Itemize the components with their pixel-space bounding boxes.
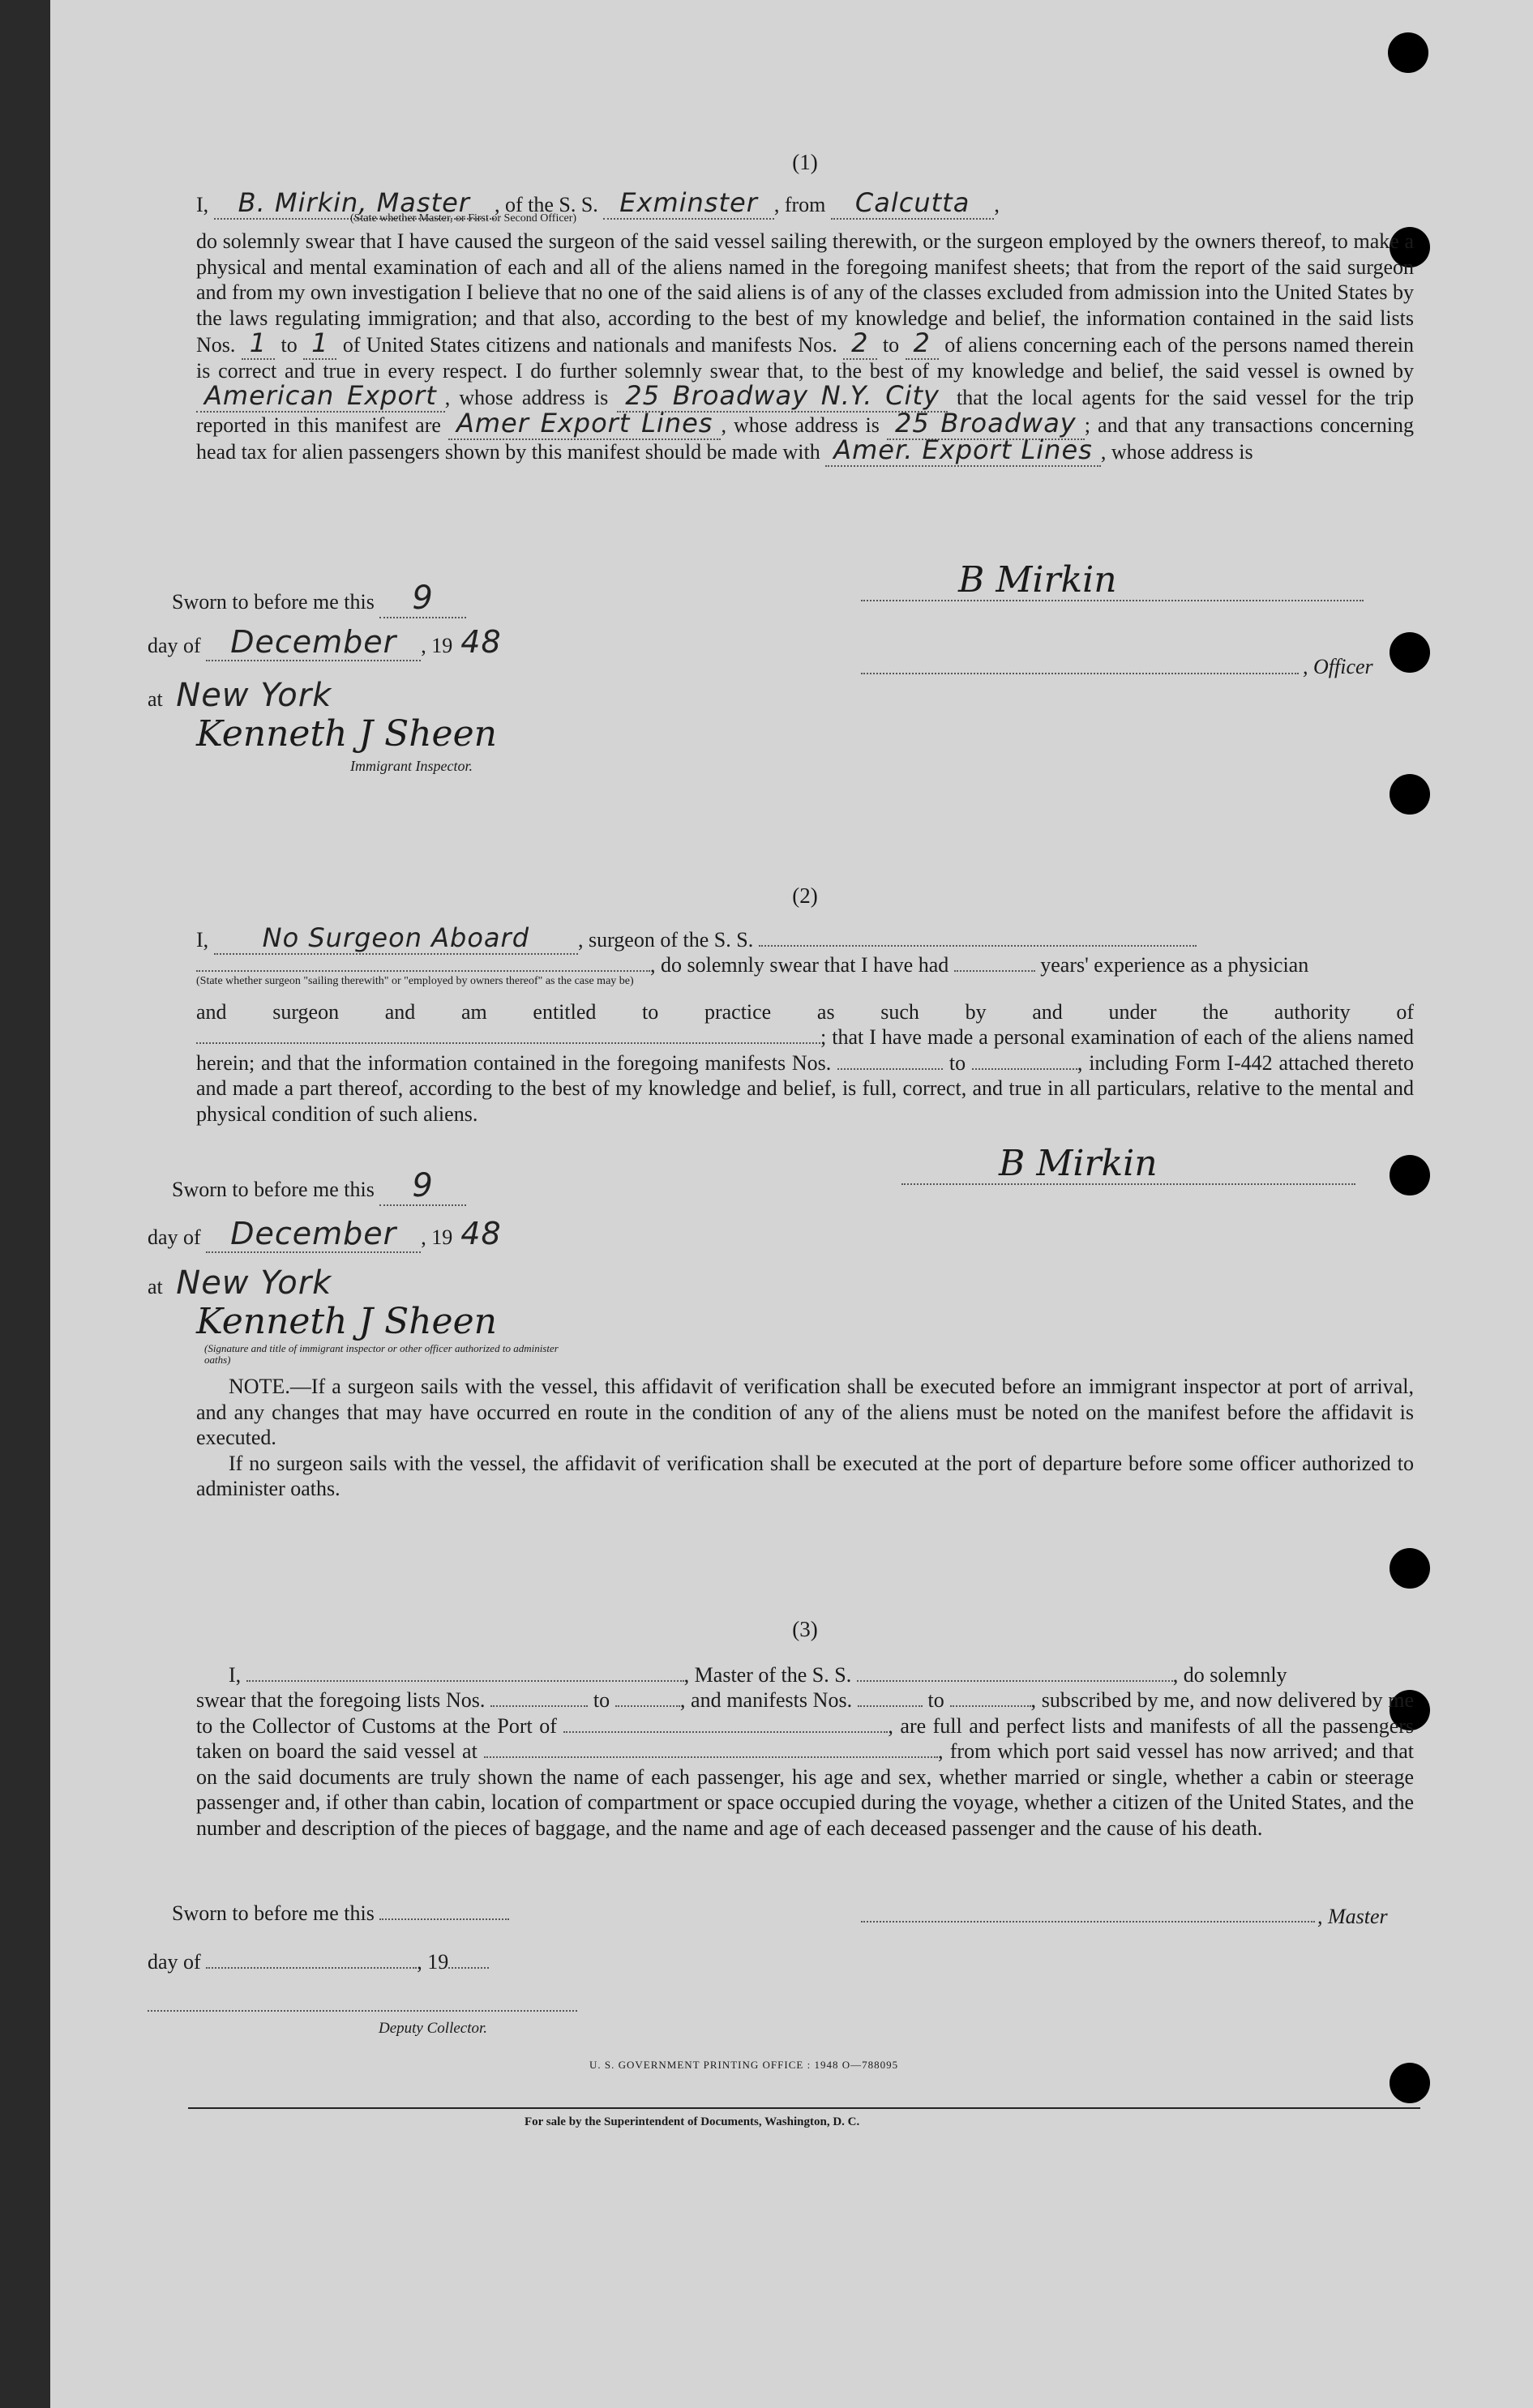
section-2-number: (2): [792, 883, 818, 908]
body-text-3: manifests of all the passengers taken on board the said vessel at: [196, 1713, 1415, 1763]
signature-line-2: [901, 1183, 1355, 1185]
master-signature-line-3: [861, 1921, 1315, 1923]
body-text-6: ; and that any transactions concerning head tax for alien passengers shown by this manifest should be made with: [196, 413, 1415, 464]
master-of-label: , Master of the S. S.: [683, 1662, 852, 1687]
year-prefix-label: , 19: [421, 1225, 453, 1249]
body-text-2: delivered by me to the Collector of Customs at the Port of: [196, 1688, 1415, 1738]
sworn-label: Sworn to before me this: [172, 590, 375, 614]
subscribed-label: , subscribed by me, and now: [1030, 1688, 1273, 1712]
at-label: at: [148, 687, 163, 711]
sworn-month-field-3[interactable]: [206, 1949, 417, 1969]
sale-imprint: For sale by the Superintendent of Documents, Washington, D. C.: [525, 2115, 860, 2128]
swear-label: , do solemnly swear that I have had: [650, 953, 949, 977]
section-2-body: [196, 999, 1414, 1127]
note-paragraph-1: [196, 1374, 1414, 1451]
sworn-date-line-1: [148, 624, 510, 660]
sworn-month-field-2[interactable]: December: [206, 1216, 421, 1253]
body-text-1: swear that the foregoing lists Nos.: [196, 1688, 486, 1712]
body-text-5: whose address is: [734, 413, 880, 437]
whose-address-label: , whose address is: [444, 386, 609, 409]
to-label: to: [948, 1050, 966, 1075]
sworn-label: Sworn to before me this: [172, 1178, 375, 1201]
i-label: I,: [196, 192, 209, 216]
lists-to-field[interactable]: 1: [303, 327, 336, 360]
punch-hole-8: [1390, 2063, 1430, 2103]
section-1: [196, 150, 1414, 465]
master-name-field[interactable]: B. Mirkin, Master: [214, 187, 495, 220]
punch-hole-6: [1390, 1548, 1430, 1589]
sworn-place-line-2: [148, 1264, 340, 1302]
years-label: years' experience as a physician: [1040, 953, 1309, 977]
body-text-4: that the local agents for the said vessel for the trip reported in this manifest are: [196, 386, 1414, 437]
inspector-caption-2: (Signature and title of immigrant inspector or other officer authorized to administer oaths): [204, 1342, 559, 1366]
year-prefix-label: , 19: [421, 634, 453, 657]
sworn-year-field-3[interactable]: [448, 1949, 489, 1969]
semicolon: ;: [820, 1025, 827, 1049]
punch-hole-5: [1390, 1155, 1430, 1195]
note-block: [196, 1374, 1414, 1502]
inspector-caption-1: Immigrant Inspector.: [350, 758, 473, 774]
port-from-field[interactable]: Calcutta: [831, 187, 994, 220]
from-which-label: , from which: [938, 1739, 1050, 1763]
body-text-7: , whose address is: [1100, 440, 1253, 464]
master-label-3: , Master: [1317, 1905, 1388, 1928]
sworn-day-field-2[interactable]: 9: [379, 1167, 465, 1206]
to-label: to: [882, 333, 900, 357]
owner-field[interactable]: American Export: [196, 380, 445, 413]
section-2-header-line: [196, 922, 1414, 953]
officer-signature-line: [861, 673, 1299, 674]
section-2-swear-line: [196, 952, 1414, 978]
officer-caption: (State whether Master, or First or Second Officer): [350, 212, 577, 225]
sworn-day-field-3[interactable]: [379, 1901, 509, 1920]
section-1-header-line: I, B. Mirkin, Master , of the S. S. Exminster , from Calcutta ,: [196, 186, 1000, 218]
lists-from-field[interactable]: 1: [242, 327, 275, 360]
year-prefix-label: , 19: [417, 1950, 449, 1974]
manifests-to-field[interactable]: 2: [906, 327, 939, 360]
manifests-from-field[interactable]: 2: [843, 327, 876, 360]
vessel-field-3[interactable]: [857, 1662, 1173, 1682]
years-field[interactable]: [954, 952, 1035, 972]
body-text-1: and surgeon and am entitled to practice as such by and under the authority of: [196, 999, 1414, 1024]
lists-from-field-3[interactable]: [490, 1687, 588, 1707]
master-signature-line: [861, 600, 1364, 601]
from-label: , from: [773, 192, 826, 216]
master-signature-1: B Mirkin: [958, 559, 1117, 601]
and-manifests-label: , and manifests Nos.: [679, 1688, 853, 1712]
day-of-label: day of: [148, 634, 201, 657]
manifests-from-field-3[interactable]: [858, 1687, 923, 1707]
master-signature-2: B Mirkin: [999, 1143, 1158, 1184]
body-text-1: do solemnly swear that I have caused the surgeon of the said vessel sailing therewith, or the surgeon employed by the owners thereof, to make a physical and mental examination of each and all of the aliens named in the foregoing manifest sheets; that from the report of the said surgeon and from my own investigation I believe that no one of the said aliens is of any of the classes excluded from admission into the United States by the laws regulating immigration; and that also, according to the best of my knowledge and belief, the information contained in the said lists Nos.: [196, 229, 1414, 357]
owner-address-field[interactable]: 25 Broadway N.Y. City: [617, 380, 948, 413]
deputy-signature-line: [148, 2010, 577, 2012]
sworn-year-field-2[interactable]: 48: [460, 1216, 502, 1251]
day-of-label: day of: [148, 1950, 201, 1974]
body-text-3: of aliens concerning each of the persons named therein is correct and true in every respect. I do further solemnly swear that, to the best of my knowledge and belief, the said vessel is owned by: [196, 333, 1414, 383]
section-1-number: (1): [792, 150, 818, 174]
footer-rule: [188, 2107, 1420, 2109]
deputy-caption: Deputy Collector.: [379, 2020, 488, 2037]
of-ss-label: , of the S. S.: [494, 192, 598, 216]
lists-to-field-3[interactable]: [615, 1687, 680, 1707]
agents-address-field[interactable]: 25 Broadway: [887, 408, 1085, 440]
section-3-number: (3): [792, 1617, 818, 1641]
note-label: NOTE.: [229, 1375, 290, 1398]
sworn-place-field[interactable]: New York: [176, 677, 332, 714]
inspector-signature-2: Kenneth J Sheen: [196, 1301, 497, 1342]
master-name-field-3[interactable]: [246, 1662, 684, 1682]
authority-field[interactable]: [196, 1024, 820, 1044]
body-text-3: , including Form I-442 attached thereto and made a part thereof, according to the best of my knowledge and belief, is full, correct, and true in all particulars, relative to the mental and physical condition of such aliens.: [196, 1050, 1415, 1126]
sworn-place-field-2[interactable]: New York: [176, 1264, 332, 1302]
to-label: to: [593, 1688, 610, 1712]
departure-port-field-3[interactable]: [484, 1739, 938, 1758]
sworn-line-2: [172, 1167, 466, 1204]
solemnly-label: , do solemnly: [1172, 1662, 1287, 1687]
sworn-year-field[interactable]: 48: [460, 624, 502, 660]
to-label: to: [927, 1688, 944, 1712]
agents-field[interactable]: Amer Export Lines: [448, 408, 721, 440]
section-3-body: [196, 1687, 1414, 1841]
section-2: [196, 883, 1414, 1127]
sworn-day-field[interactable]: 9: [379, 580, 465, 618]
inspector-signature-1: Kenneth J Sheen: [196, 713, 497, 755]
punch-hole-1: [1388, 32, 1428, 73]
sworn-label: Sworn to before me this: [172, 1901, 375, 1925]
sworn-month-field[interactable]: December: [206, 624, 421, 661]
surgeon-vessel-field[interactable]: [759, 927, 1197, 947]
sworn-place-line-1: [148, 677, 340, 714]
body-text-2: of United States citizens and nationals and manifests Nos.: [342, 333, 837, 357]
surgeon-of-label: , surgeon of the S. S.: [578, 927, 754, 952]
i-label: I,: [196, 927, 209, 952]
note-paragraph-2: If no surgeon sails with the vessel, the affidavit of verification shall be executed at the port of departure before some officer authorized to administer oaths.: [196, 1451, 1414, 1500]
section-3: [196, 1617, 1414, 1841]
note-text-1: —If a surgeon sails with the vessel, this affidavit of verification shall be executed before an immigrant inspector at port of arrival, and any changes that may have occurred en route in the condition of any of the aliens must be noted on the manifest before the affidavit is executed.: [196, 1375, 1414, 1449]
body-text-2: that I have made a personal examination of each of the aliens named herein; and that the information contained in the foregoing manifests Nos.: [196, 1025, 1414, 1075]
punch-hole-3: [1390, 632, 1430, 673]
to-label: to: [280, 333, 298, 357]
sworn-date-line-3: [148, 1949, 489, 1974]
sworn-line-1: [172, 580, 466, 617]
sworn-line-3: [172, 1901, 509, 1926]
punch-hole-4: [1390, 774, 1430, 815]
body-text-4: port said vessel has now arrived; and that on the said documents are truly shown the name of each passenger, his age and sex, whether married or single, whether a cabin or steerage passenger and, if other than cabin, location of compartment or space occupied during the voyage, whether a citizen of the United States, and the number and description of the pieces of baggage, and the name and age of each deceased passenger and the cause of his death.: [196, 1739, 1415, 1840]
surgeon-caption: (State whether surgeon "sailing therewith" or "employed by owners thereof" as the case may be): [196, 974, 634, 987]
head-tax-field[interactable]: Amer. Export Lines: [825, 434, 1101, 467]
i-label: I,: [229, 1662, 242, 1687]
surgeon-name-field[interactable]: No Surgeon Aboard: [214, 922, 578, 955]
at-label: at: [148, 1275, 163, 1298]
manifests-from-field-2[interactable]: [837, 1050, 943, 1070]
surgeon-status-field[interactable]: [196, 952, 650, 972]
vessel-name-field[interactable]: Exminster: [603, 187, 774, 220]
manifests-to-field-3[interactable]: [950, 1687, 1031, 1707]
officer-label: , Officer: [1303, 655, 1373, 678]
manifests-to-field-2[interactable]: [972, 1050, 1077, 1070]
document-page: [50, 0, 1533, 2408]
section-3-header-line: [196, 1662, 1414, 1688]
day-of-label: day of: [148, 1225, 201, 1249]
port-field-3[interactable]: [563, 1713, 888, 1733]
section-1-body: do solemnly swear that I have caused the surgeon of the said vessel sailing therewith, or the surgeon employed by the owners thereof, to make a physical and mental examination of each and all of the aliens named in the foregoing manifest sheets; that from the report of the said surgeon and from my own investigation I believe that no one of the said aliens is of any of the classes excluded from admission into the United States by the laws regulating immigration; and that also, according to the best of my knowledge and belief, the information contained in the said lists Nos. 1 to 1 of United States citizens and nationals and manifests Nos. 2 to 2 of aliens concerning each of the persons named therein is correct and true in every respect. I do further solemnly swear that, to the best of my knowledge and belief, the said vessel is owned by American Export , whose address is 25 Broadway N.Y. City that the local agents for the said vessel for the trip reported in this manifest are Amer Export Lines , whose address is 25 Broadway ; and that any transactions concerning head tax for alien passengers shown by this manifest should be made with Amer. Export Lines , whose address is: [196, 229, 1415, 465]
gpo-imprint: U. S. GOVERNMENT PRINTING OFFICE : 1948 O—788095: [589, 2059, 899, 2071]
full-label: , are full and perfect lists and: [888, 1713, 1143, 1738]
sworn-date-line-2: [148, 1216, 510, 1251]
